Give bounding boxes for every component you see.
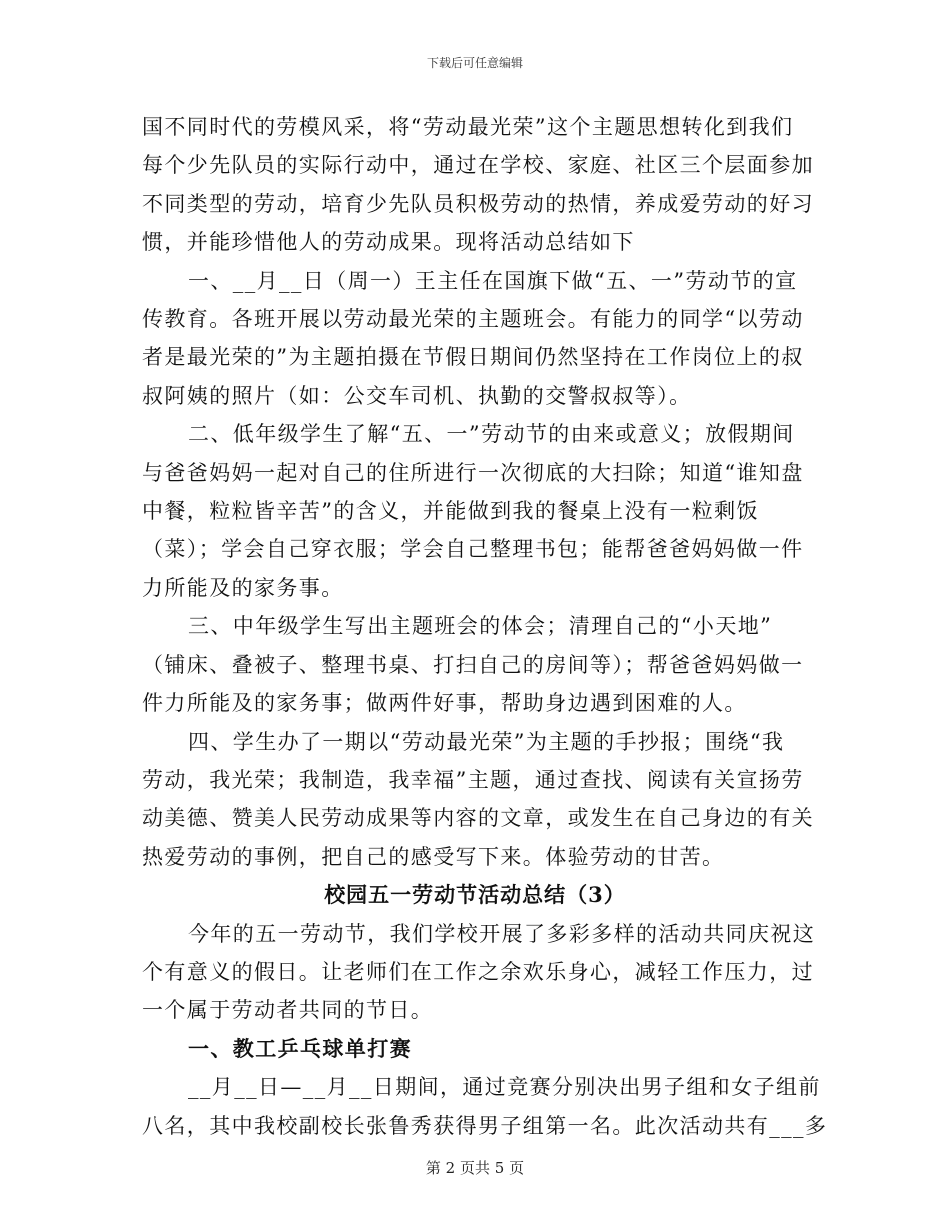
body-line: 与爸爸妈妈一起对自己的住所进行一次彻底的大扫除；知道“谁知盘: [142, 460, 804, 485]
body-line: 叔阿姨的照片（如：公交车司机、执勤的交警叔叔等）。: [142, 383, 692, 408]
body-line: 件力所能及的家务事；做两件好事，帮助身边遇到困难的人。: [142, 691, 747, 716]
body-line: （菜）；学会自己穿衣服；学会自己整理书包；能帮爸爸妈妈做一件: [142, 537, 804, 562]
page-number-footer: 第 2 页共 5 页: [425, 1159, 525, 1177]
body-line: 惯，并能珍惜他人的劳动成果。现将活动总结如下: [142, 230, 635, 255]
body-line: 热爱劳动的事例，把自己的感受写下来。体验劳动的甘苦。: [142, 844, 725, 869]
body-line: 二、低年级学生了解“五、一”劳动节的由来或意义；放假期间: [188, 422, 795, 447]
body-line: 力所能及的家务事。: [142, 575, 344, 600]
body-line: 动美德、赞美人民劳动成果等内容的文章，或发生在自己身边的有关: [142, 806, 814, 831]
body-line: 个有意义的假日。让老师们在工作之余欢乐身心，减轻工作压力，过: [142, 959, 814, 984]
body-line: 国不同时代的劳模风采，将“劳动最光荣”这个主题思想转化到我们: [142, 115, 794, 139]
body-line: 者是最光荣的”为主题拍摄在节假日期间仍然坚持在工作岗位上的叔: [142, 345, 804, 370]
body-line: 今年的五一劳动节，我们学校开展了多彩多样的活动共同庆祝这: [188, 921, 816, 946]
body-line: 传教育。各班开展以劳动最光荣的主题班会。有能力的同学“以劳动: [142, 307, 804, 332]
section-heading: 一、教工乒乓球单打赛: [188, 1035, 412, 1061]
body-line: 劳动，我光荣；我制造，我幸福”主题，通过查找、阅读有关宣扬劳: [142, 767, 804, 792]
body-line: __月__日—__月__日期间，通过竞赛分别决出男子组和女子组前: [188, 1075, 821, 1100]
body-line: 三、中年级学生写出主题班会的体会；清理自己的“小天地”: [188, 614, 773, 639]
body-line: 中餐，粒粒皆辛苦”的含义，并能做到我的餐桌上没有一粒剩饭: [142, 499, 759, 524]
body-line: 四、学生办了一期以“劳动最光荣”为主题的手抄报；围绕“我: [188, 729, 785, 754]
body-line: 不同类型的劳动，培育少先队员积极劳动的热情，养成爱劳动的好习: [142, 191, 814, 216]
document-body: [142, 108, 828, 1145]
body-line: 一个属于劳动者共同的节日。: [142, 998, 434, 1023]
body-line: （铺床、叠被子、整理书桌、打扫自己的房间等）；帮爸爸妈妈做一: [142, 652, 804, 677]
body-line: 一、__月__日（周一）王主任在国旗下做“五、一”劳动节的宣: [188, 268, 798, 293]
page-header: 下载后可任意编辑: [426, 56, 523, 70]
body-line: 八名，其中我校副校长张鲁秀获得男子组第一名。此次活动共有___多: [142, 1113, 828, 1138]
section-title: 校园五一劳动节活动总结（3）: [324, 882, 626, 908]
body-line: 每个少先队员的实际行动中，通过在学校、家庭、社区三个层面参加: [142, 153, 814, 178]
